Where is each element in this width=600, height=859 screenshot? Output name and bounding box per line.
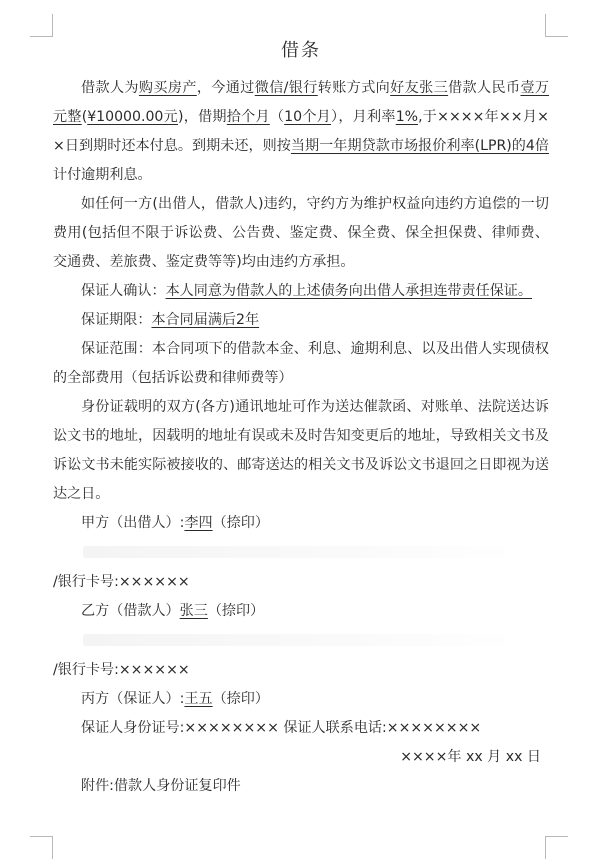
- party-a-name: 李四: [184, 515, 213, 531]
- party-c-line: [53, 685, 549, 714]
- corner-mark-bottom-left: [30, 836, 53, 859]
- amount-number: ¥10000.00元: [87, 109, 178, 125]
- text: （: [269, 109, 285, 125]
- guarantor-confirm-text: 本人同意为借款人的上述债务向出借人承担连带责任保证。: [165, 283, 532, 299]
- text: 借款人民币: [448, 80, 521, 96]
- document-title: 借条: [281, 40, 321, 61]
- guarantee-period-label: 保证期限：: [81, 312, 152, 328]
- party-b-card-line: /银行卡号:××××××: [53, 662, 190, 678]
- corner-mark-bottom-right: [545, 836, 568, 859]
- term-number: 10个月: [284, 109, 332, 125]
- corner-mark-top-left: [30, 14, 53, 37]
- party-c-name: 王五: [184, 691, 213, 707]
- text: (: [81, 109, 88, 125]
- guarantee-period-line: [53, 306, 549, 335]
- date-line: ××××年 xx 月 xx 日: [400, 749, 541, 765]
- transfer-method: 微信/银行: [254, 80, 318, 96]
- party-a-line: [53, 509, 549, 538]
- breach-paragraph: 如任何一方(出借人，借款人)违约，守约方为维护权益向违约方追偿的一切费用(包括但不限于诉讼费、公告费、鉴定费、保全费、保全担保费、律师费、交通费、差旅费、鉴定费等等)均由违约方承担。: [53, 196, 549, 270]
- term-chinese: 拾个月: [226, 109, 270, 125]
- text: )，借期: [178, 109, 227, 125]
- party-b-line: [53, 597, 549, 626]
- interest-rate: 1%: [395, 109, 419, 125]
- guarantor-confirm-line: [53, 277, 549, 306]
- text: 计付逾期利息。: [53, 167, 152, 183]
- party-a-suffix: （捺印）: [212, 515, 269, 531]
- party-c-suffix: （捺印）: [212, 691, 269, 707]
- text: ），月利率: [331, 109, 396, 125]
- guarantor-id-line: 保证人身份证号:×××××××× 保证人联系电话:××××××××: [81, 720, 482, 736]
- text: 转账方式向: [317, 80, 391, 96]
- text: ,于××××年××月××日到期时还本付息。到期未还，则按: [53, 109, 549, 154]
- loan-purpose: 购买房产: [138, 80, 197, 96]
- party-a-card-line: /银行卡号:××××××: [53, 574, 190, 590]
- party-a-label: 甲方（出借人）:: [81, 515, 185, 531]
- amount-chinese: 壹万元整: [53, 80, 550, 125]
- redacted-area: [83, 546, 523, 558]
- party-b-name: 张三: [179, 603, 208, 619]
- lpr-clause: 当期一年期贷款市场报价利率(LPR)的4倍: [290, 138, 550, 154]
- document-page: [53, 36, 549, 801]
- guarantor-confirm-label: 保证人确认：: [81, 283, 166, 299]
- party-c-label: 丙方（保证人）:: [81, 691, 185, 707]
- attachment-line: 附件:借款人身份证复印件: [81, 778, 241, 794]
- address-clause-paragraph: 身份证载明的双方(各方)通讯地址可作为送达催款函、对账单、法院送达诉讼文书的地址，因载明的地址有误或未及时告知变更后的地址，导致相关文书及诉讼文书未能实际被接收的、邮寄送达的相关文书及诉讼文书退回之日即视为送达之日。: [53, 399, 549, 502]
- lender-relation: 好友张三: [390, 80, 449, 96]
- text: 借款人为: [81, 80, 139, 96]
- party-b-label: 乙方（借款人）: [81, 603, 180, 619]
- redacted-area: [83, 634, 523, 646]
- corner-mark-top-right: [545, 14, 568, 37]
- text: ，今通过: [196, 80, 255, 96]
- guarantee-scope-paragraph: 保证范围：本合同项下的借款本金、利息、逾期利息、以及出借人实现债权的全部费用（包括诉讼费和律师费等）: [53, 341, 549, 386]
- guarantee-period-text: 本合同届满后2年: [151, 312, 260, 328]
- loan-paragraph: [53, 74, 549, 190]
- party-b-suffix: （捺印）: [207, 603, 265, 619]
